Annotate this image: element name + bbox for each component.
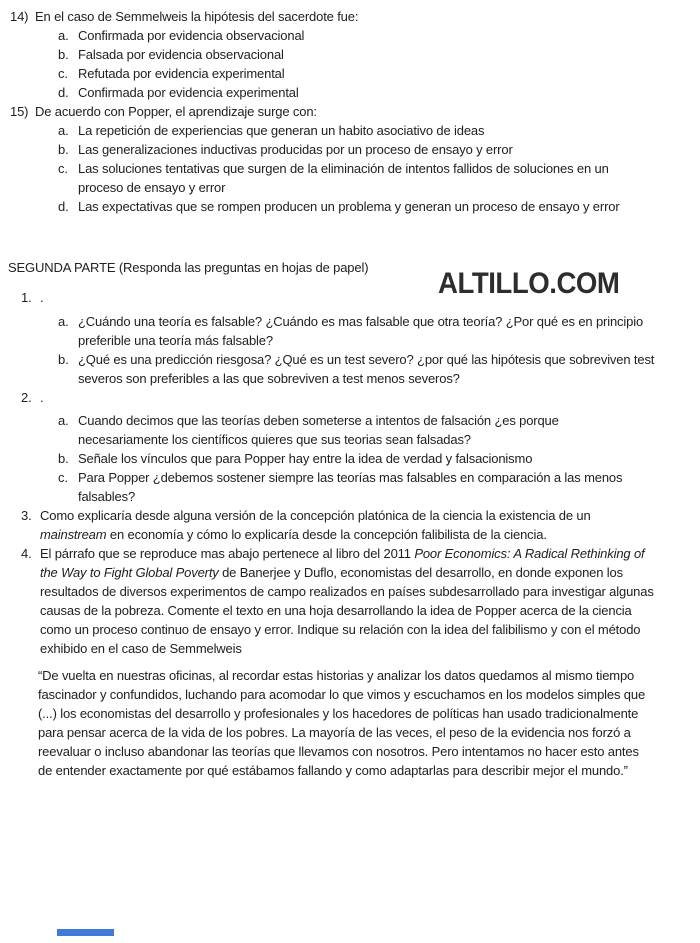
- list-marker: a.: [58, 28, 69, 43]
- question-14: [0, 7, 700, 26]
- list-marker: b.: [58, 352, 69, 367]
- list-marker: d.: [58, 199, 69, 214]
- text-line: Para Popper ¿debemos sostener siempre las teorías mas falsables en comparación a las menos: [78, 470, 623, 485]
- text-line: resultados de diversos experimentos de campo realizados en países subdesarrollado para investigar algunas: [40, 584, 654, 599]
- question-14-option-d: [0, 83, 700, 102]
- text-line: necesariamente los científicos quieres que sus teorias sean falsadas?: [78, 432, 471, 447]
- question-14-option-c: [0, 64, 700, 83]
- text-line: Las expectativas que se rompen producen un problema y generan un proceso de ensayo y error: [78, 199, 620, 214]
- text-line: (...) los economistas del desarrollo y profesionales y los hacedores de políticas han usado tradicionalmente: [38, 706, 639, 721]
- text-line: SEGUNDA PARTE (Responda las preguntas en hojas de papel): [8, 260, 369, 275]
- document-content: [0, 7, 700, 780]
- list-marker: a.: [58, 413, 69, 428]
- text-line: Refutada por evidencia experimental: [78, 66, 285, 81]
- text-line: En el caso de Semmelweis la hipótesis del sacerdote fue:: [35, 9, 359, 24]
- blue-highlight-bar: [57, 929, 114, 936]
- question-2-item-a: [0, 411, 700, 449]
- question-15-option-b: [0, 140, 700, 159]
- text-line: causas de la pobreza. Comente el texto en una hoja desarrollando la idea de Popper acerca de la ciencia: [40, 603, 632, 618]
- list-marker: d.: [58, 85, 69, 100]
- list-marker: c.: [58, 66, 68, 81]
- list-marker: 3.: [21, 508, 32, 523]
- altillo-watermark: ALTILLO.COM: [438, 267, 620, 300]
- list-marker: 15): [10, 104, 29, 119]
- text-line: exhibido en el caso de Semmelweis: [40, 641, 242, 656]
- question-2-item-c: [0, 468, 700, 506]
- text-line: ¿Cuándo una teoría es falsable? ¿Cuándo es mas falsable que otra teoría? ¿Por qué es en principio: [78, 314, 644, 329]
- list-marker: 4.: [21, 546, 32, 561]
- text-line: Como explicaría desde alguna versión de la concepción platónica de la ciencia la existencia de un: [40, 508, 591, 523]
- text-line: para pensar acerca de la vida de los pobres. La mayoría de las veces, el peso de la evidencia nos forzó a: [38, 725, 631, 740]
- list-marker: c.: [58, 470, 68, 485]
- question-1-item-a: [0, 312, 700, 350]
- text-line: Señale los vínculos que para Popper hay entre la idea de verdad y falsacionismo: [78, 451, 533, 466]
- list-marker: b.: [58, 451, 69, 466]
- question-4: [0, 544, 700, 658]
- question-2-item-b: [0, 449, 700, 468]
- text-line: severos son preferibles a las que sobreviven a test menos severos?: [78, 371, 460, 386]
- text-line: .: [40, 390, 44, 405]
- text-line: mainstream en economía y cómo lo explicaría desde la concepción falibilista de la ciencia.: [40, 527, 547, 542]
- question-15-option-a: [0, 121, 700, 140]
- text-line: Las soluciones tentativas que surgen de la eliminación de intentos fallidos de soluciones en un: [78, 161, 609, 176]
- text-line: fascinador y confundidos, luchando para acomodar lo que vimos y escuchamos en los modelos simples que: [38, 687, 646, 702]
- text-line: Confirmada por evidencia experimental: [78, 85, 299, 100]
- list-marker: a.: [58, 314, 69, 329]
- question-15-option-c: [0, 159, 700, 197]
- text-line: Confirmada por evidencia observacional: [78, 28, 305, 43]
- list-marker: 14): [10, 9, 29, 24]
- list-marker: 1.: [21, 290, 32, 305]
- question-1-item-b: [0, 350, 700, 388]
- text-line: ¿Qué es una predicción riesgosa? ¿Qué es un test severo? ¿por qué las hipótesis que sobreviven test: [78, 352, 655, 367]
- list-marker: a.: [58, 123, 69, 138]
- question-14-option-a: [0, 26, 700, 45]
- question-2: [0, 388, 700, 407]
- list-marker: b.: [58, 142, 69, 157]
- text-line: como un proceso continuo de ensayo y error. Indique su relación con la idea del falibilismo y con el método: [40, 622, 641, 637]
- question-14-option-b: [0, 45, 700, 64]
- text-line: “De vuelta en nuestras oficinas, al recordar estas historias y analizar los datos quedamos al mismo tiempo: [38, 668, 635, 683]
- list-marker: b.: [58, 47, 69, 62]
- text-line: El párrafo que se reproduce mas abajo pertenece al libro del 2011 Poor Economics: A Radical Rethinking of: [40, 546, 645, 561]
- text-line: Cuando decimos que las teorías deben someterse a intentos de falsación ¿es porque: [78, 413, 559, 428]
- quote-paragraph: [0, 666, 700, 780]
- text-line: de entender exactamente por qué estábamos fallando y como adaptarlas para describir mejor el mundo.”: [38, 763, 628, 778]
- text-line: Las generalizaciones inductivas producidas por un proceso de ensayo y error: [78, 142, 513, 157]
- text-line: falsables?: [78, 489, 136, 504]
- text-line: preferible una teoría más falsable?: [78, 333, 273, 348]
- list-marker: c.: [58, 161, 68, 176]
- text-line: La repetición de experiencias que generan un habito asociativo de ideas: [78, 123, 485, 138]
- question-15-option-d: [0, 197, 700, 216]
- text-line: .: [40, 290, 44, 305]
- question-3: [0, 506, 700, 544]
- question-15: [0, 102, 700, 121]
- text-line: De acuerdo con Popper, el aprendizaje surge con:: [35, 104, 317, 119]
- text-line: reevaluar o incluso abandonar las teorías que llevamos con nosotros. Pero intentamos no hacer esto antes: [38, 744, 639, 759]
- text-line: proceso de ensayo y error: [78, 180, 226, 195]
- list-marker: 2.: [21, 390, 32, 405]
- text-line: the Way to Fight Global Poverty de Banerjee y Duflo, economistas del desarrollo, en donde exponen los: [40, 565, 623, 580]
- text-line: Falsada por evidencia observacional: [78, 47, 284, 62]
